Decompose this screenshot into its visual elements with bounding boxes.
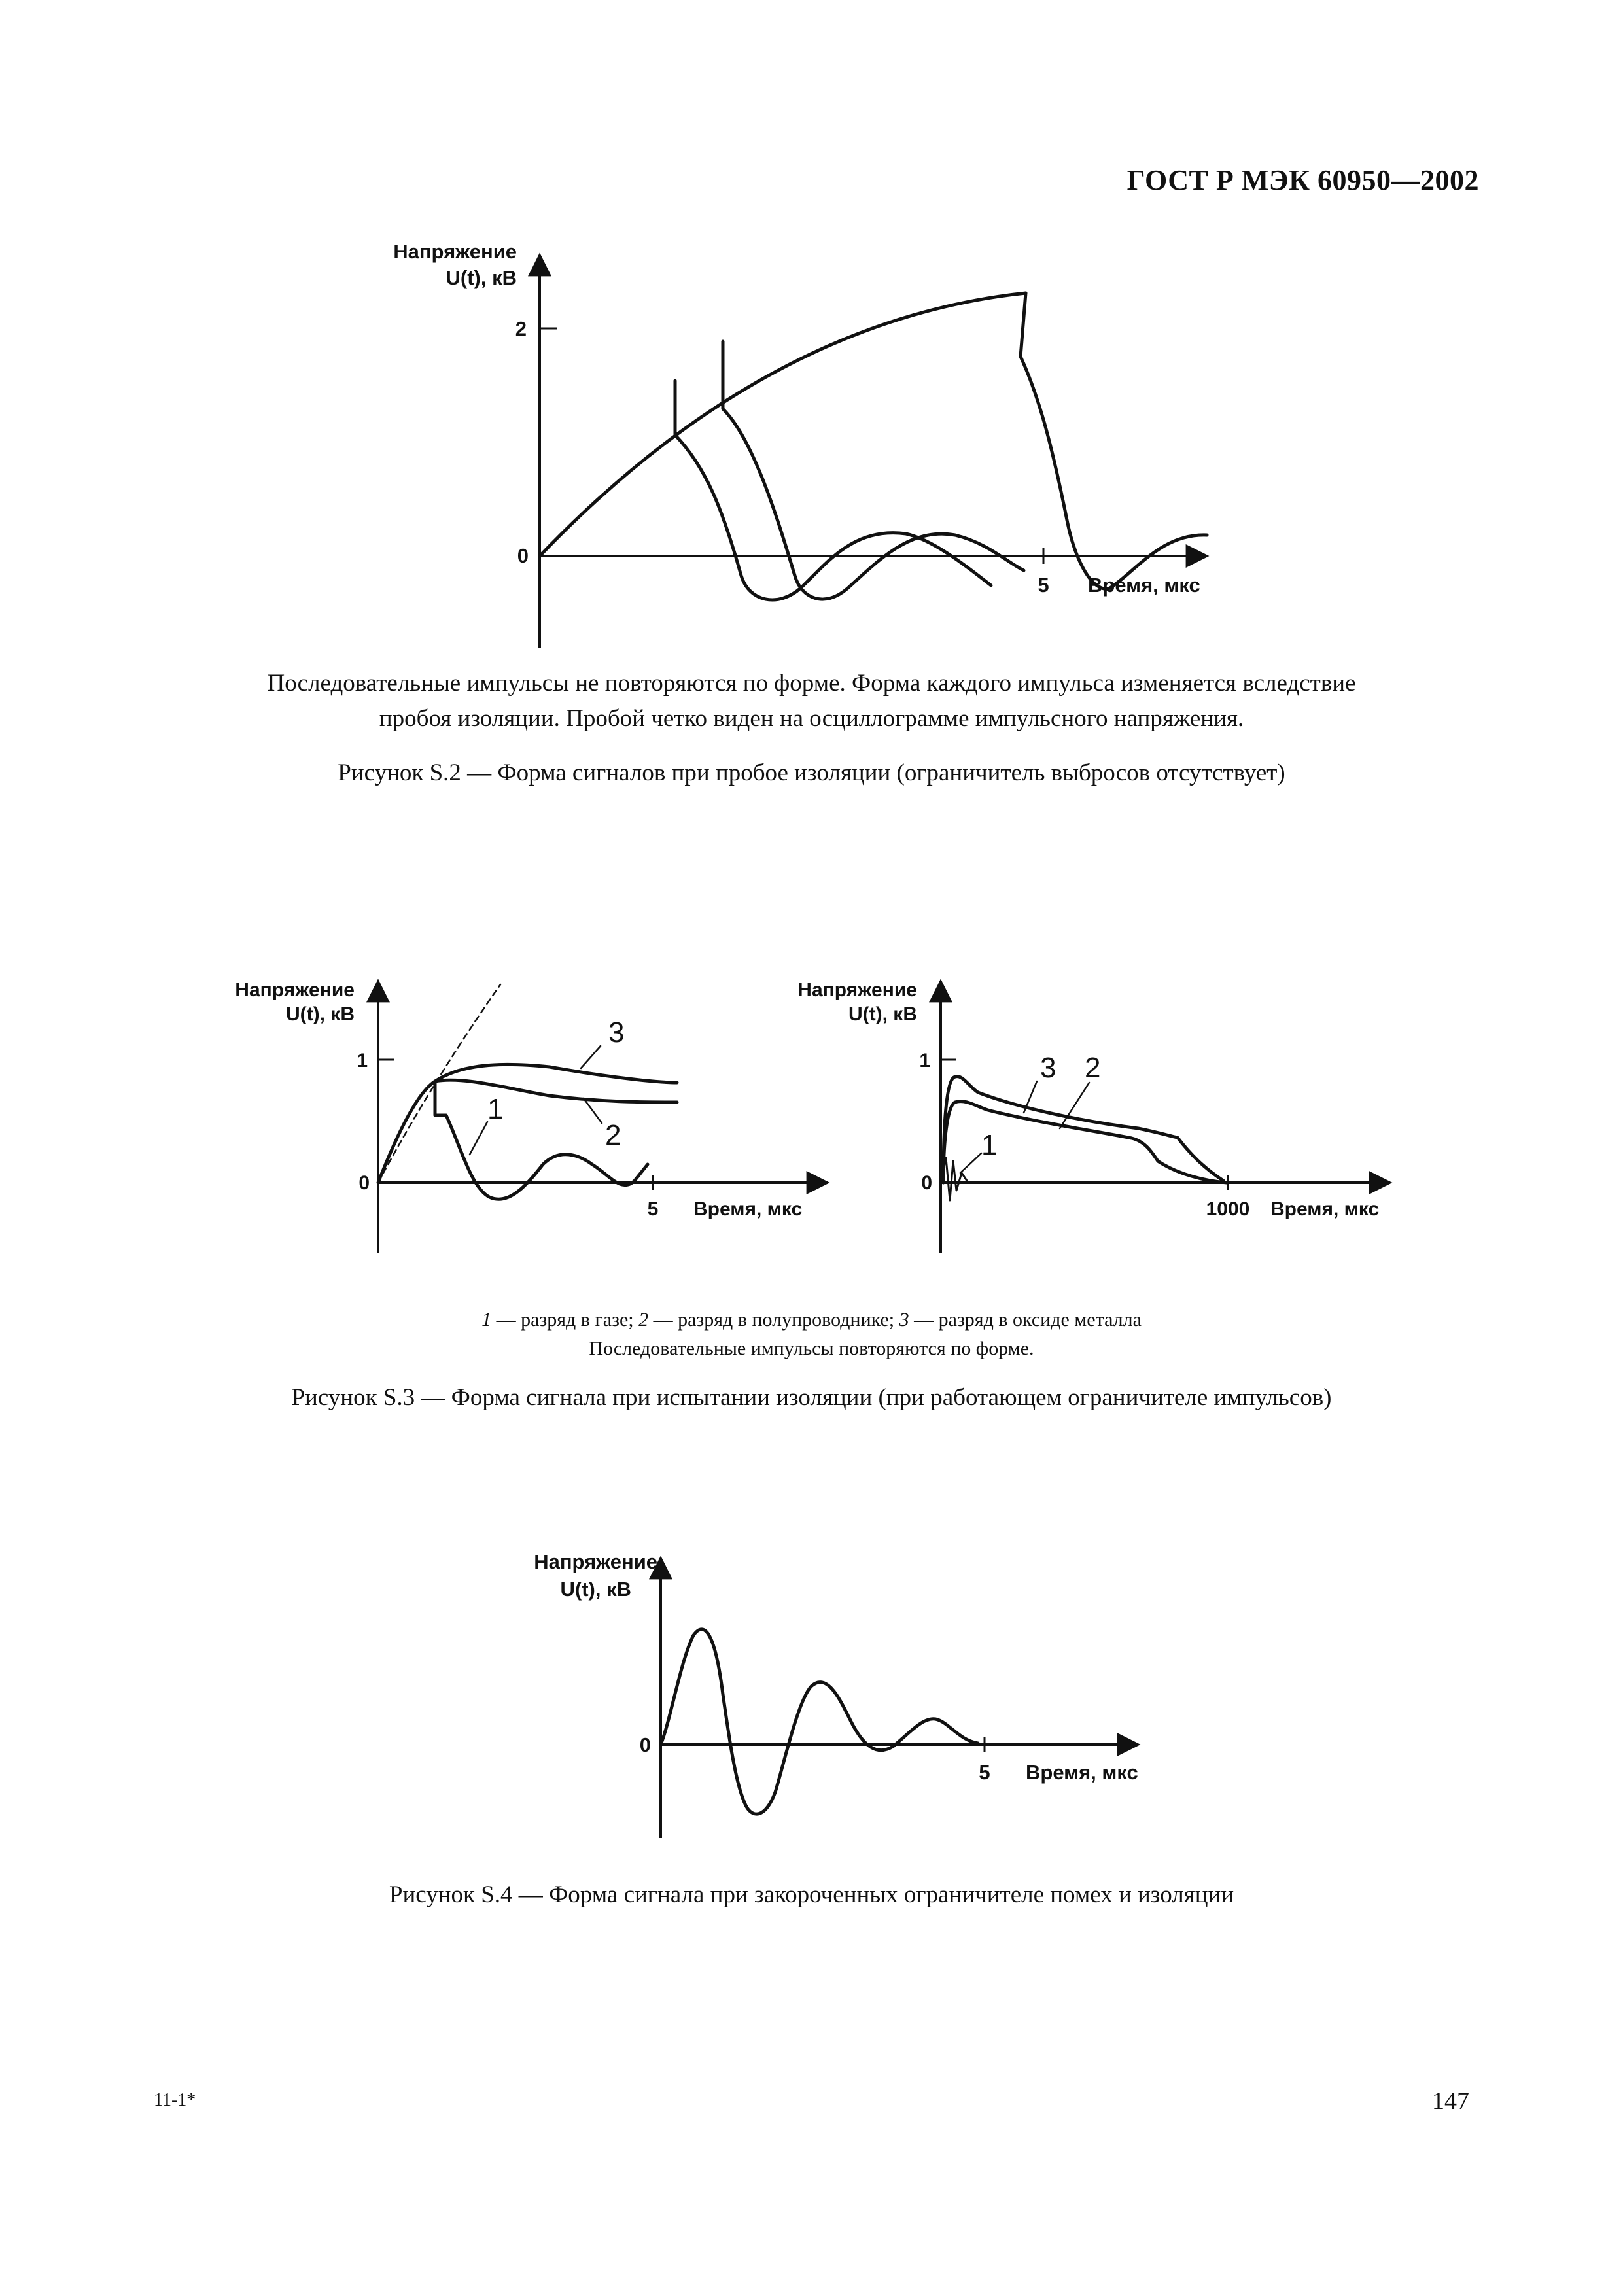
figure-s3-right-callout-3: 3: [1040, 1052, 1056, 1084]
figure-s3-legend: [0, 1306, 1623, 1334]
page-code: 11-1*: [154, 2090, 196, 2110]
figure-s4-y-label-line2: U(t), кВ: [560, 1578, 631, 1601]
figure-s2-note-line2: пробоя изоляции. Пробой четко виден на осциллограмме импульсного напряжения.: [379, 705, 1244, 732]
figure-s3-left-callout-1: 1: [487, 1093, 504, 1125]
figure-s4-y-tick-label-0: 0: [639, 1733, 651, 1756]
figure-s4-damped-oscillation: [661, 1629, 978, 1814]
figure-s3-left-y-tick-label-0: 0: [358, 1172, 370, 1194]
figure-s3-right-x-tick-label-1000: 1000: [1206, 1198, 1250, 1220]
figure-s4-caption: Рисунок S.4 — Форма сигнала при закороченных ограничителе помех и изоляции: [389, 1881, 1234, 1908]
figure-s3-legend-text-1: — разряд в газе;: [491, 1309, 639, 1331]
figure-s2-envelope-curve: [540, 293, 1026, 556]
figure-s3-left-x-tick-label-5: 5: [647, 1198, 659, 1220]
figure-s3-right-x-label: Время, мкс: [1270, 1198, 1380, 1220]
figure-s3-left-chart: [209, 965, 837, 1259]
figure-s3-caption: Рисунок S.3 — Форма сигнала при испытании изоляции (при работающем ограничителе импульсов): [291, 1384, 1332, 1411]
figure-s3-left-leader-1: [470, 1122, 487, 1155]
page-number: 147: [1432, 2087, 1469, 2115]
figure-s3-right-y-label-line2: U(t), кВ: [848, 1003, 917, 1025]
figure-s2-y-tick-label-0: 0: [517, 544, 529, 567]
figure-s2-caption: Рисунок S.2 — Форма сигналов при пробое изоляции (ограничитель выбросов отсутствует): [338, 759, 1285, 786]
figure-s3-left-leader-2: [584, 1098, 602, 1123]
figure-s3-right-callout-2: 2: [1085, 1052, 1101, 1084]
figure-s3-left-x-label: Время, мкс: [693, 1198, 803, 1220]
figure-s4-x-label: Время, мкс: [1026, 1761, 1138, 1784]
figure-s3-legend-num-1: 1: [481, 1309, 492, 1331]
figure-s3-left-callout-2: 2: [605, 1119, 621, 1151]
figure-s3-legend-num-2: 2: [638, 1309, 649, 1331]
figure-s3-right-y-label-line1: Напряжение: [797, 979, 917, 1001]
figure-s3-legend-text-2: — разряд в полупроводнике;: [648, 1309, 899, 1331]
figure-s3-left-curve-2: [435, 1080, 677, 1102]
figure-s3-left-callout-3: 3: [608, 1017, 625, 1049]
figure-s3-left-y-label-line2: U(t), кВ: [286, 1003, 355, 1025]
figure-s3-note: Последовательные импульсы повторяются по форме.: [589, 1338, 1034, 1359]
figure-s3-left-leader-3: [581, 1046, 601, 1068]
figure-s2-chart: [366, 235, 1230, 661]
figure-s3-left-curve-3: [378, 1064, 677, 1183]
figure-s4-x-tick-label-5: 5: [979, 1761, 990, 1784]
figure-s3-right-leader-1: [960, 1153, 981, 1173]
figure-s3-legend-text-3: — разряд в оксиде металла: [909, 1309, 1142, 1331]
figure-s2-pulse-2: [723, 341, 1024, 599]
figure-s3-left-y-tick-label-1: 1: [357, 1050, 368, 1071]
figure-s3-right-chart: [772, 965, 1400, 1259]
figure-s2-x-label: Время, мкс: [1088, 574, 1200, 597]
standard-header: ГОСТ Р МЭК 60950—2002: [1126, 164, 1479, 196]
figure-s2-y-tick-label-2: 2: [515, 317, 527, 340]
figure-s2-x-tick-label-5: 5: [1038, 574, 1049, 597]
figure-s2-y-label-line1: Напряжение: [393, 240, 517, 263]
figure-s3-right-y-tick-label-0: 0: [921, 1172, 932, 1194]
figure-s3-left-y-label-line1: Напряжение: [235, 979, 355, 1001]
figure-s3-right-y-tick-label-1: 1: [919, 1050, 930, 1071]
figure-s2-pulse-1: [675, 381, 991, 600]
figure-s4-y-label-line1: Напряжение: [534, 1550, 657, 1573]
figure-s3-legend-num-3: 3: [899, 1309, 909, 1331]
figure-s3-right-callout-1: 1: [981, 1129, 998, 1161]
figure-s2-y-label-line2: U(t), кВ: [445, 266, 517, 289]
figure-s2-note-line1: Последовательные импульсы не повторяются по форме. Форма каждого импульса изменяется вследствие: [267, 670, 1356, 697]
figure-s2-pulse-3: [1021, 293, 1207, 589]
figure-s4-chart: [471, 1544, 1191, 1851]
